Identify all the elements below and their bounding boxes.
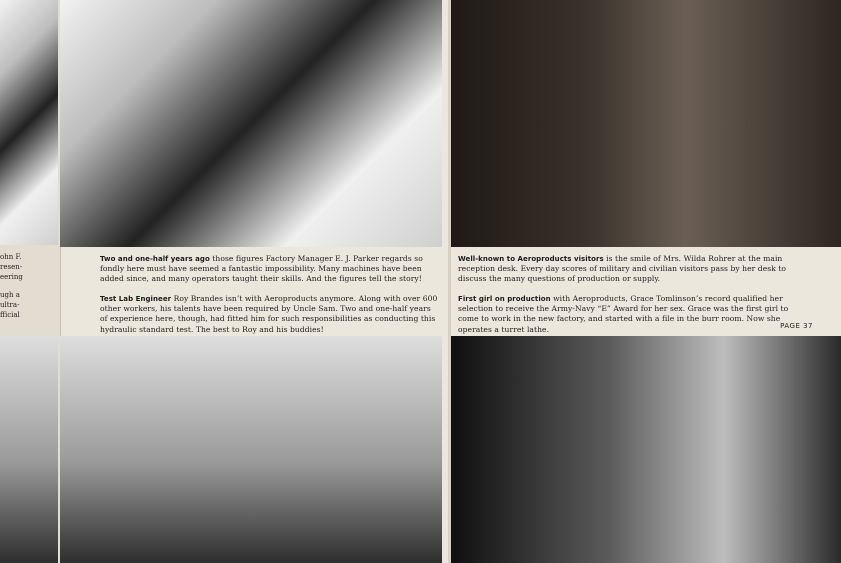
photo-reception-desk — [451, 0, 841, 247]
left-page-text-fragment-4: ugh a — [0, 291, 20, 299]
left-page-text-fragment-1: ohn F. — [0, 253, 22, 261]
photo-factory-manager-chart — [60, 0, 442, 247]
caption-lead: Well-known to Aeroproducts visitors — [458, 255, 604, 263]
caption-reception-desk — [458, 254, 793, 285]
caption-factory-manager — [100, 254, 440, 285]
caption-body: is the smile of Mrs. Wilda Rohrer at the main reception desk. Every day scores of military and civilian visitors pass by her desk to discuss the many questions of production or supply. — [458, 254, 787, 284]
photo-test-lab-engineer — [60, 336, 442, 563]
caption-body: those figures Factory Manager E. J. Parker regards so fondly here must have seemed a fantastic impossibility. Many machines have been added since, and many operators taught their skills. And the figures tell the story! — [100, 254, 423, 284]
caption-body: with Aeroproducts, Grace Tomlinson’s record qualified her selection to receive the Army-Navy “E” Award for her sex. Grace was the first girl to come to work in the new factory, and started with a file in the burr room. Now she operates a turret lathe. — [458, 294, 789, 334]
caption-body: Roy Brandes isn’t with Aeroproducts anymore. Along with over 600 other workers, his talents have been required by Uncle Sam. Two and one-half years of experience here, though, had fitted him for such responsibilities as conducting this hydraulic standard test. The best to Roy and his buddies! — [100, 294, 438, 334]
left-page-text-fragment-5: ultra- — [0, 301, 20, 309]
left-page-text-fragment-2: resen- — [0, 263, 23, 271]
caption-lead: Test Lab Engineer — [100, 295, 172, 303]
left-page-text-fragment-3: eering — [0, 273, 23, 281]
left-page-photo-top — [0, 0, 58, 245]
page-gutter — [448, 0, 451, 563]
caption-lead: First girl on production — [458, 295, 551, 303]
caption-lead: Two and one-half years ago — [100, 255, 210, 263]
photo-turret-lathe-operator — [451, 336, 841, 563]
left-page-photo-bottom — [0, 336, 58, 563]
page-number: PAGE 37 — [780, 322, 813, 330]
caption-test-lab-engineer — [100, 294, 440, 335]
left-page-text-fragment-6: fficial — [0, 311, 20, 319]
caption-first-girl-production — [458, 294, 793, 335]
